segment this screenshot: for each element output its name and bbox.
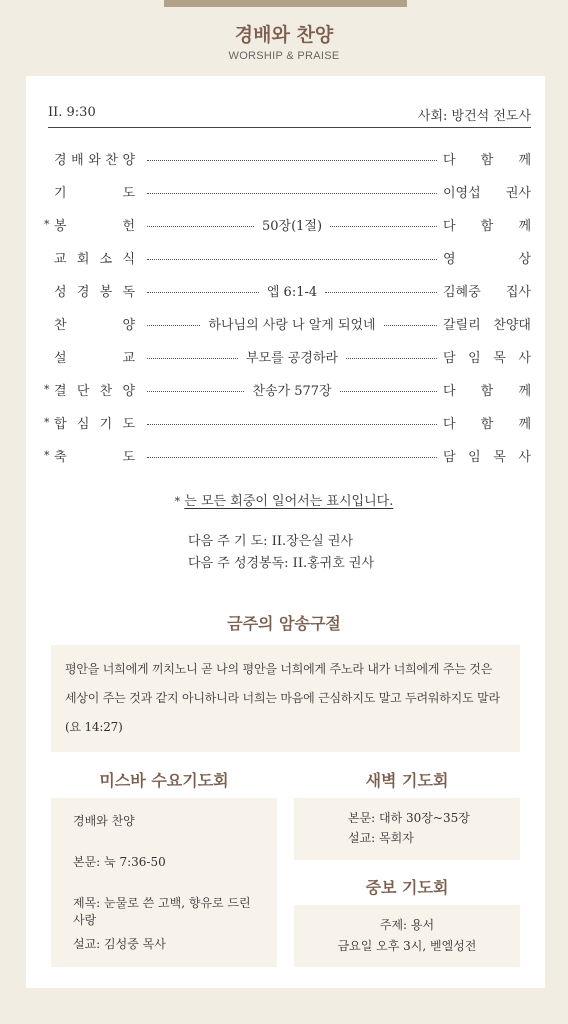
order-item-leader (443, 149, 531, 168)
order-item-leader-part: 임 (468, 449, 481, 465)
standing-marker: * (44, 415, 50, 429)
order-item-name-char: 독 (122, 284, 135, 300)
order-item-name-char: 찬 (105, 152, 118, 168)
order-row (44, 345, 531, 367)
next-week-prayer: 다음 주 기 도: II.장은실 권사 (188, 534, 354, 549)
memory-verse-box (51, 645, 520, 752)
service-presider: 사회: 방건석 전도사 (417, 109, 531, 124)
dotted-leader (147, 156, 437, 161)
order-item-leader-part: 이영섭 (443, 185, 481, 201)
order-item-leader-part: 다 (443, 218, 456, 234)
order-row (44, 213, 531, 235)
order-item-name-char: 식 (122, 251, 135, 267)
intercession-box (294, 905, 520, 967)
order-item-name-char: 심 (76, 416, 90, 432)
dotted-leader (147, 314, 437, 333)
order-item-name-char: 배 (71, 152, 84, 168)
order-item-leader (443, 314, 531, 333)
order-item-leader-part: 다 (443, 383, 456, 399)
order-item-name-char: 기 (54, 185, 67, 201)
order-item-name (54, 314, 137, 333)
order-item-name-char: 합 (54, 416, 67, 432)
intercession-line: 금요일 오후 3시, 벧엘성전 (337, 939, 477, 953)
memory-verse-title: 금주의 암송구절 (227, 614, 341, 633)
standing-marker: * (44, 448, 50, 462)
order-row (44, 246, 531, 268)
order-item-name-char: 와 (88, 152, 101, 168)
dotted-leader (147, 453, 437, 458)
mizpah-line: 경배와 찬양 (73, 814, 135, 828)
service-time: II. 9:30 (48, 105, 96, 120)
mizpah-line: 본문: 눅 7:36-50 (73, 855, 166, 869)
standing-note: * 는 모든 회중이 일어서는 표시입니다. (174, 494, 394, 509)
order-item-name (54, 347, 137, 366)
order-item-name-char: 경 (76, 284, 90, 300)
order-item-name-char: 양 (122, 152, 135, 168)
order-item-leader-part: 집사 (505, 284, 531, 300)
order-item-name-char: 경 (54, 152, 67, 168)
order-item-leader-part: 목 (493, 449, 506, 465)
order-item-leader-part: 사 (518, 449, 531, 465)
order-item-leader (443, 380, 531, 399)
order-item-name-char: 봉 (54, 218, 67, 234)
top-accent-bar (164, 0, 407, 7)
order-item-name (54, 380, 137, 399)
order-item-detail: 하나님의 사랑 나 알게 되었네 (208, 317, 376, 333)
dawn-line: 본문: 대하 30장~35장 (348, 811, 470, 825)
order-item-leader (443, 413, 531, 432)
order-item-name-char: 소 (99, 251, 113, 267)
dawn-prayer-box (294, 798, 520, 860)
order-item-name-char: 찬 (54, 317, 67, 333)
order-item-leader-part: 임 (468, 350, 481, 366)
order-item-leader (443, 215, 531, 234)
order-item-name-char: 헌 (122, 218, 135, 234)
dawn-line: 설교: 목회자 (348, 831, 414, 845)
order-row (44, 378, 531, 400)
order-item-name-char: 기 (99, 416, 113, 432)
order-item-leader-part: 권사 (505, 185, 531, 201)
dotted-leader (147, 420, 437, 425)
order-row (44, 279, 531, 301)
page-title: 경배와 찬양 (234, 24, 334, 46)
order-item-leader-part: 께 (518, 383, 531, 399)
order-item-leader (443, 281, 531, 300)
standing-marker: * (44, 217, 50, 231)
order-item-name-char: 양 (122, 383, 135, 399)
order-item-leader-part: 김혜중 (443, 284, 481, 300)
order-item-leader-part: 께 (518, 218, 531, 234)
dotted-leader (147, 380, 437, 399)
order-item-name-char: 단 (76, 383, 90, 399)
order-row (44, 147, 531, 169)
order-item-leader-part: 께 (518, 152, 531, 168)
order-row (44, 411, 531, 433)
header-divider (48, 127, 531, 128)
standing-marker: * (44, 382, 50, 396)
order-item-leader (443, 248, 531, 267)
order-item-name-char: 설 (54, 350, 67, 366)
order-item-name (54, 182, 137, 201)
order-item-name-char: 도 (122, 185, 135, 201)
order-item-leader-part: 목 (493, 350, 506, 366)
order-item-leader-part: 영 (443, 251, 456, 267)
order-item-name (54, 281, 137, 300)
order-item-name-char: 도 (122, 449, 135, 465)
order-item-leader (443, 446, 531, 465)
memory-verse-text: 평안을 너희에게 끼치노니 곧 나의 평안을 너희에게 주노라 내가 너희에게 주는 것은 세상이 주는 것과 같지 아니하니라 너희는 마음에 근심하지도 말고 두려워하지도 말라(요 14:27) (65, 662, 500, 734)
order-row (44, 444, 531, 466)
order-item-name (54, 149, 137, 168)
order-row (44, 312, 531, 334)
order-item-leader-part: 담 (443, 350, 456, 366)
dotted-leader (147, 215, 437, 234)
order-item-leader-part: 갈릴리 (443, 317, 481, 333)
dotted-leader (147, 189, 437, 194)
order-item-leader-part: 함 (480, 383, 494, 399)
order-item-name-char: 결 (54, 383, 67, 399)
dotted-leader (147, 281, 437, 300)
order-item-detail: 찬송가 577장 (252, 383, 332, 399)
order-item-leader-part: 다 (443, 152, 456, 168)
order-item-name-char: 축 (54, 449, 67, 465)
mizpah-box (51, 798, 277, 967)
order-item-name (54, 413, 137, 432)
order-item-name-char: 회 (76, 251, 90, 267)
mizpah-line: 제목: 눈물로 쓴 고백, 향유로 드린 사랑 (73, 896, 251, 927)
order-item-leader-part: 함 (480, 152, 494, 168)
next-week-reading: 다음 주 성경봉독: II.홍귀호 권사 (188, 556, 375, 571)
order-item-leader-part: 사 (518, 350, 531, 366)
order-item-name (54, 446, 137, 465)
page-subtitle: WORSHIP & PRAISE (228, 50, 340, 62)
order-item-name-char: 봉 (99, 284, 113, 300)
order-item-detail: 엡 6:1-4 (266, 284, 318, 300)
order-item-name-char: 양 (122, 317, 135, 333)
order-item-detail: 50장(1절) (261, 218, 323, 234)
order-row (44, 180, 531, 202)
dotted-leader (147, 347, 437, 366)
service-header (48, 105, 531, 124)
order-item-name (54, 248, 137, 267)
dawn-prayer-title: 새벽 기도회 (365, 771, 449, 790)
order-item-leader-part: 담 (443, 449, 456, 465)
order-item-leader-part: 찬양대 (493, 317, 531, 333)
order-item-name-char: 도 (122, 416, 135, 432)
order-item-name-char: 교 (54, 251, 67, 267)
mizpah-title: 미스바 수요기도회 (99, 771, 229, 790)
order-item-leader-part: 다 (443, 416, 456, 432)
order-item-detail: 부모를 공경하라 (245, 350, 339, 366)
order-item-leader-part: 께 (518, 416, 531, 432)
order-item-name-char: 교 (122, 350, 135, 366)
order-item-leader-part: 상 (518, 251, 531, 267)
order-item-leader-part: 함 (480, 218, 494, 234)
order-item-name-char: 성 (54, 284, 67, 300)
order-item-leader-part: 함 (480, 416, 494, 432)
order-item-name-char: 찬 (99, 383, 113, 399)
intercession-line: 주제: 용서 (379, 918, 435, 932)
dotted-leader (147, 255, 437, 260)
order-item-leader (443, 182, 531, 201)
order-item-name (54, 215, 137, 234)
mizpah-line: 설교: 김성중 목사 (73, 937, 166, 951)
order-item-leader (443, 347, 531, 366)
intercession-title: 중보 기도회 (365, 878, 449, 897)
